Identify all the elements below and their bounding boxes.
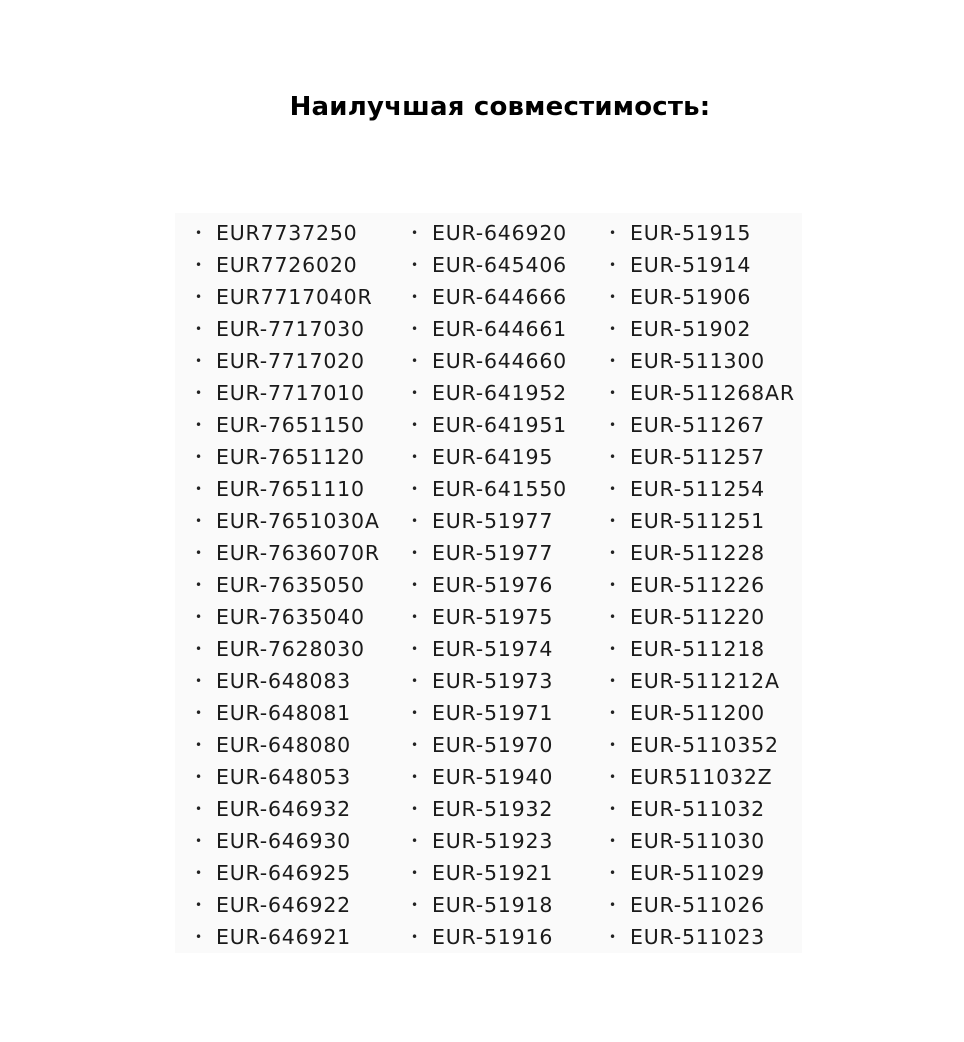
bullet-icon: • — [609, 738, 617, 752]
compatibility-list-item — [195, 217, 380, 249]
model-code: EUR-7717010 — [216, 381, 365, 405]
model-code: EUR-644666 — [432, 285, 568, 309]
compatibility-list-item — [195, 537, 380, 569]
bullet-icon: • — [195, 290, 203, 304]
model-code: EUR-51915 — [630, 221, 752, 245]
compatibility-list-item — [411, 473, 567, 505]
model-code: EUR-511200 — [630, 701, 766, 725]
compatibility-list-item — [411, 249, 567, 281]
bullet-icon: • — [195, 898, 203, 912]
compatibility-list-item — [411, 505, 567, 537]
model-code: EUR-511254 — [630, 477, 766, 501]
bullet-icon: • — [609, 866, 617, 880]
compatibility-list-item — [411, 441, 567, 473]
bullet-icon: • — [195, 674, 203, 688]
bullet-icon: • — [609, 450, 617, 464]
bullet-icon: • — [609, 802, 617, 816]
compatibility-list-item — [195, 825, 380, 857]
model-code: EUR-511226 — [630, 573, 766, 597]
compatibility-list-item — [195, 921, 380, 953]
bullet-icon: • — [609, 418, 617, 432]
compatibility-list-item — [609, 281, 795, 313]
model-code: EUR-7717030 — [216, 317, 365, 341]
bullet-icon: • — [411, 482, 419, 496]
compatibility-list-item — [411, 729, 567, 761]
compatibility-list-item — [609, 313, 795, 345]
compatibility-list-item — [411, 697, 567, 729]
bullet-icon: • — [195, 834, 203, 848]
compatibility-list-item — [195, 281, 380, 313]
compatibility-list-item — [609, 761, 795, 793]
model-code: EUR-64195 — [432, 445, 554, 469]
model-code: EUR-641550 — [432, 477, 568, 501]
compatibility-list-item — [195, 857, 380, 889]
bullet-icon: • — [411, 642, 419, 656]
compatibility-list-item — [609, 441, 795, 473]
compatibility-list-item — [411, 857, 567, 889]
model-code: EUR-51940 — [432, 765, 554, 789]
model-code: EUR7737250 — [216, 221, 358, 245]
bullet-icon: • — [411, 802, 419, 816]
model-code: EUR-511267 — [630, 413, 766, 437]
model-code: EUR-7635040 — [216, 605, 365, 629]
model-code: EUR-511030 — [630, 829, 766, 853]
bullet-icon: • — [411, 226, 419, 240]
compatibility-list-item — [609, 473, 795, 505]
model-code: EUR-7628030 — [216, 637, 365, 661]
compatibility-list-item — [411, 601, 567, 633]
model-code: EUR-645406 — [432, 253, 568, 277]
compatibility-list-item — [609, 825, 795, 857]
bullet-icon: • — [411, 354, 419, 368]
model-code: EUR-511212A — [630, 669, 780, 693]
model-code: EUR-648083 — [216, 669, 352, 693]
compatibility-list-item — [411, 761, 567, 793]
bullet-icon: • — [195, 866, 203, 880]
model-code: EUR-51906 — [630, 285, 752, 309]
compatibility-list-item — [609, 505, 795, 537]
model-code: EUR-7717020 — [216, 349, 365, 373]
compatibility-list-item — [411, 217, 567, 249]
compatibility-list-item — [411, 537, 567, 569]
model-code: EUR7717040R — [216, 285, 373, 309]
model-code: EUR-511026 — [630, 893, 766, 917]
bullet-icon: • — [609, 386, 617, 400]
model-code: EUR-7651120 — [216, 445, 365, 469]
bullet-icon: • — [609, 354, 617, 368]
model-code: EUR-511023 — [630, 925, 766, 949]
bullet-icon: • — [195, 482, 203, 496]
model-code: EUR-511300 — [630, 349, 766, 373]
model-code: EUR-51977 — [432, 541, 554, 565]
model-code: EUR-7635050 — [216, 573, 365, 597]
bullet-icon: • — [411, 738, 419, 752]
model-code: EUR-511251 — [630, 509, 766, 533]
bullet-icon: • — [609, 930, 617, 944]
bullet-icon: • — [195, 418, 203, 432]
compatibility-list-item — [609, 921, 795, 953]
bullet-icon: • — [411, 546, 419, 560]
model-code: EUR-51932 — [432, 797, 554, 821]
compatibility-list-item — [609, 537, 795, 569]
model-code: EUR-51914 — [630, 253, 752, 277]
bullet-icon: • — [195, 770, 203, 784]
model-code: EUR-7651150 — [216, 413, 365, 437]
compatibility-list-item — [411, 889, 567, 921]
bullet-icon: • — [411, 674, 419, 688]
bullet-icon: • — [609, 706, 617, 720]
model-code: EUR-646921 — [216, 925, 352, 949]
model-code: EUR-51976 — [432, 573, 554, 597]
bullet-icon: • — [411, 834, 419, 848]
bullet-icon: • — [609, 258, 617, 272]
compatibility-list-item — [195, 633, 380, 665]
bullet-icon: • — [195, 322, 203, 336]
bullet-icon: • — [195, 386, 203, 400]
model-code: EUR-7651030A — [216, 509, 380, 533]
compatibility-list-item — [195, 729, 380, 761]
model-code: EUR-51923 — [432, 829, 554, 853]
compatibility-list-item — [411, 793, 567, 825]
compatibility-list-item — [609, 729, 795, 761]
bullet-icon: • — [411, 610, 419, 624]
bullet-icon: • — [609, 770, 617, 784]
model-code: EUR-641951 — [432, 413, 568, 437]
compatibility-list-item — [609, 217, 795, 249]
compatibility-list-item — [411, 569, 567, 601]
bullet-icon: • — [609, 898, 617, 912]
bullet-icon: • — [195, 450, 203, 464]
model-code: EUR7726020 — [216, 253, 358, 277]
bullet-icon: • — [609, 290, 617, 304]
model-code: EUR-648080 — [216, 733, 352, 757]
bullet-icon: • — [609, 834, 617, 848]
compatibility-list-item — [195, 505, 380, 537]
compatibility-list-item — [411, 409, 567, 441]
model-code: EUR-51973 — [432, 669, 554, 693]
model-code: EUR-646920 — [432, 221, 568, 245]
compatibility-list-item — [195, 697, 380, 729]
compatibility-list-item — [609, 601, 795, 633]
model-code: EUR-51970 — [432, 733, 554, 757]
bullet-icon: • — [411, 866, 419, 880]
bullet-icon: • — [609, 610, 617, 624]
compatibility-list-item — [609, 665, 795, 697]
compatibility-column-2 — [411, 217, 567, 953]
model-code: EUR-646925 — [216, 861, 352, 885]
compatibility-list-item — [195, 441, 380, 473]
compatibility-list-item — [411, 921, 567, 953]
compatibility-list-item — [195, 889, 380, 921]
compatibility-list-item — [411, 825, 567, 857]
bullet-icon: • — [411, 418, 419, 432]
bullet-icon: • — [609, 514, 617, 528]
bullet-icon: • — [609, 642, 617, 656]
bullet-icon: • — [411, 514, 419, 528]
compatibility-list-item — [609, 249, 795, 281]
bullet-icon: • — [609, 546, 617, 560]
bullet-icon: • — [411, 578, 419, 592]
model-code: EUR-646930 — [216, 829, 352, 853]
model-code: EUR-51921 — [432, 861, 554, 885]
compatibility-list-item — [195, 793, 380, 825]
model-code: EUR-641952 — [432, 381, 568, 405]
bullet-icon: • — [195, 610, 203, 624]
compatibility-column-1 — [195, 217, 380, 953]
model-code: EUR-511228 — [630, 541, 766, 565]
compatibility-list-item — [195, 313, 380, 345]
compatibility-column-3 — [609, 217, 795, 953]
compatibility-list-item — [195, 601, 380, 633]
compatibility-list-item — [411, 633, 567, 665]
model-code: EUR-511218 — [630, 637, 766, 661]
model-code: EUR-51975 — [432, 605, 554, 629]
compatibility-list-item — [609, 697, 795, 729]
model-code: EUR-646932 — [216, 797, 352, 821]
compatibility-list-item — [195, 377, 380, 409]
model-code: EUR-51918 — [432, 893, 554, 917]
bullet-icon: • — [195, 802, 203, 816]
model-code: EUR-511220 — [630, 605, 766, 629]
compatibility-list-item — [609, 409, 795, 441]
model-code: EUR-7636070R — [216, 541, 380, 565]
bullet-icon: • — [411, 930, 419, 944]
model-code: EUR-51974 — [432, 637, 554, 661]
bullet-icon: • — [195, 514, 203, 528]
compatibility-list-item — [609, 793, 795, 825]
bullet-icon: • — [411, 258, 419, 272]
bullet-icon: • — [195, 738, 203, 752]
bullet-icon: • — [195, 642, 203, 656]
compatibility-list-item — [411, 313, 567, 345]
compatibility-list-item — [411, 281, 567, 313]
model-code: EUR-511032 — [630, 797, 766, 821]
model-code: EUR-51977 — [432, 509, 554, 533]
compatibility-list-item — [609, 377, 795, 409]
compatibility-list-item — [609, 569, 795, 601]
compatibility-list-item — [609, 889, 795, 921]
bullet-icon: • — [411, 290, 419, 304]
bullet-icon: • — [609, 674, 617, 688]
bullet-icon: • — [411, 322, 419, 336]
compatibility-list-item — [195, 345, 380, 377]
bullet-icon: • — [609, 322, 617, 336]
bullet-icon: • — [609, 226, 617, 240]
bullet-icon: • — [195, 546, 203, 560]
compatibility-list-item — [411, 377, 567, 409]
compatibility-list-item — [195, 761, 380, 793]
bullet-icon: • — [411, 450, 419, 464]
bullet-icon: • — [195, 930, 203, 944]
compatibility-list-item — [195, 665, 380, 697]
bullet-icon: • — [609, 482, 617, 496]
model-code: EUR-5110352 — [630, 733, 779, 757]
bullet-icon: • — [411, 770, 419, 784]
page-title: Наилучшая совместимость: — [289, 92, 711, 122]
model-code: EUR511032Z — [630, 765, 773, 789]
model-code: EUR-646922 — [216, 893, 352, 917]
bullet-icon: • — [195, 706, 203, 720]
model-code: EUR-51902 — [630, 317, 752, 341]
compatibility-list-item — [195, 473, 380, 505]
bullet-icon: • — [195, 226, 203, 240]
compatibility-list-item — [411, 345, 567, 377]
model-code: EUR-648081 — [216, 701, 352, 725]
bullet-icon: • — [411, 386, 419, 400]
bullet-icon: • — [609, 578, 617, 592]
compatibility-list-item — [195, 569, 380, 601]
model-code: EUR-648053 — [216, 765, 352, 789]
model-code: EUR-511257 — [630, 445, 766, 469]
bullet-icon: • — [411, 706, 419, 720]
compatibility-list-item — [411, 665, 567, 697]
model-code: EUR-644660 — [432, 349, 568, 373]
bullet-icon: • — [195, 578, 203, 592]
model-code: EUR-511029 — [630, 861, 766, 885]
compatibility-list-item — [609, 857, 795, 889]
model-code: EUR-7651110 — [216, 477, 365, 501]
model-code: EUR-511268AR — [630, 381, 795, 405]
compatibility-list-item — [609, 633, 795, 665]
compatibility-list-item — [195, 409, 380, 441]
bullet-icon: • — [195, 354, 203, 368]
model-code: EUR-644661 — [432, 317, 568, 341]
model-code: EUR-51916 — [432, 925, 554, 949]
bullet-icon: • — [195, 258, 203, 272]
compatibility-list-item — [609, 345, 795, 377]
compatibility-list-item — [195, 249, 380, 281]
model-code: EUR-51971 — [432, 701, 554, 725]
bullet-icon: • — [411, 898, 419, 912]
